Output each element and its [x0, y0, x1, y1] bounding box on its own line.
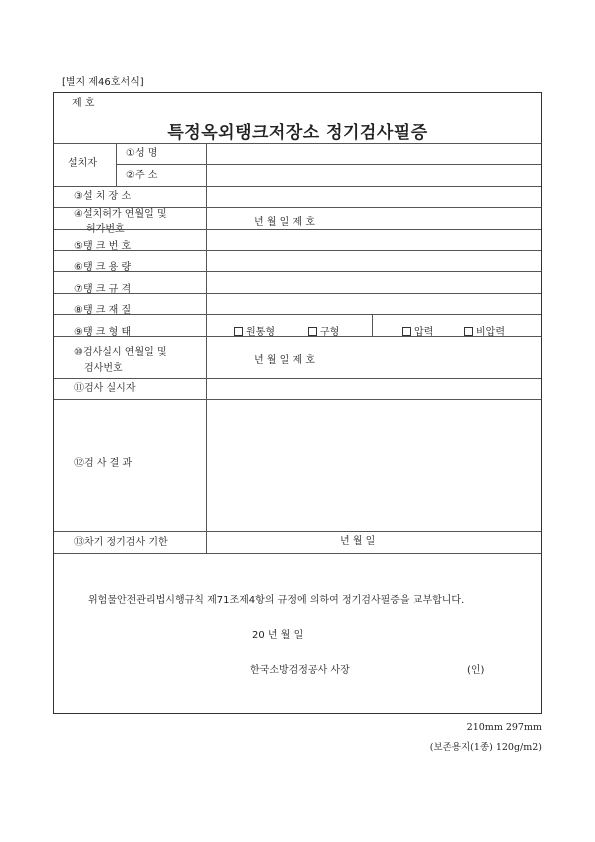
installer-label: 설치자 — [68, 158, 97, 169]
name-label: ①성 명 — [126, 148, 158, 159]
permit-label-line1: ④설치허가 연월일 및 — [74, 209, 167, 220]
inspection-label-line1: ⑩검사실시 연월일 및 — [74, 347, 167, 358]
issuer-name: 한국소방검정공사 사장 — [250, 665, 350, 676]
checkbox-icon — [402, 327, 411, 336]
permit-label-line2: 허가번호 — [86, 224, 125, 235]
result-field[interactable] — [207, 400, 541, 530]
certificate-number-label: 제 호 — [72, 98, 95, 109]
tank-shape-label: ⑨탱 크 형 태 — [74, 327, 132, 338]
location-label: ③설 치 장 소 — [74, 191, 132, 202]
checkbox-icon — [234, 327, 243, 336]
shape-sphere-option[interactable]: 구형 — [308, 327, 339, 339]
issuance-statement: 위험물안전관리법시행규칙 제71조제4항의 규정에 의하여 정기검사필증을 교부합니다. — [88, 595, 465, 606]
checkbox-icon — [464, 327, 473, 336]
shape-cylinder-option[interactable]: 원통형 — [234, 327, 275, 339]
pressure-option[interactable]: 압력 — [402, 327, 433, 339]
tank-material-label: ⑧탱 크 재 질 — [74, 305, 132, 316]
location-field[interactable] — [207, 187, 541, 206]
inspection-certificate-form — [53, 92, 542, 714]
name-field[interactable] — [207, 144, 541, 164]
address-label: ②주 소 — [126, 170, 158, 181]
form-number: [별지 제46호서식] — [62, 77, 144, 88]
address-field[interactable] — [207, 165, 541, 185]
inspector-label: ⑪검사 실시자 — [74, 383, 136, 394]
paper-type: (보존용지(1종) 120g/m2) — [429, 742, 542, 753]
next-inspection-label: ⑬차기 정기검사 기한 — [74, 537, 168, 548]
tank-spec-label: ⑦탱 크 규 격 — [74, 284, 132, 295]
next-inspection-date[interactable]: 년 월 일 — [340, 536, 376, 547]
issuance-date[interactable]: 20 년 월 일 — [252, 630, 304, 641]
seal-mark: (인) — [467, 665, 485, 676]
inspection-label-line2: 검사번호 — [84, 363, 123, 374]
inspection-date-number[interactable]: 년 월 일 제 호 — [254, 355, 316, 366]
non-pressure-option[interactable]: 비압력 — [464, 327, 505, 339]
checkbox-icon — [308, 327, 317, 336]
tank-capacity-label: ⑥탱 크 용 량 — [74, 262, 132, 273]
result-label: ⑫검 사 결 과 — [74, 458, 133, 469]
form-title: 특정옥외탱크저장소 정기검사필증 — [167, 123, 428, 143]
tank-number-label: ⑤탱 크 번 호 — [74, 241, 132, 252]
permit-date-number[interactable]: 년 월 일 제 호 — [254, 217, 316, 228]
paper-size: 210mm 297mm — [466, 722, 542, 733]
